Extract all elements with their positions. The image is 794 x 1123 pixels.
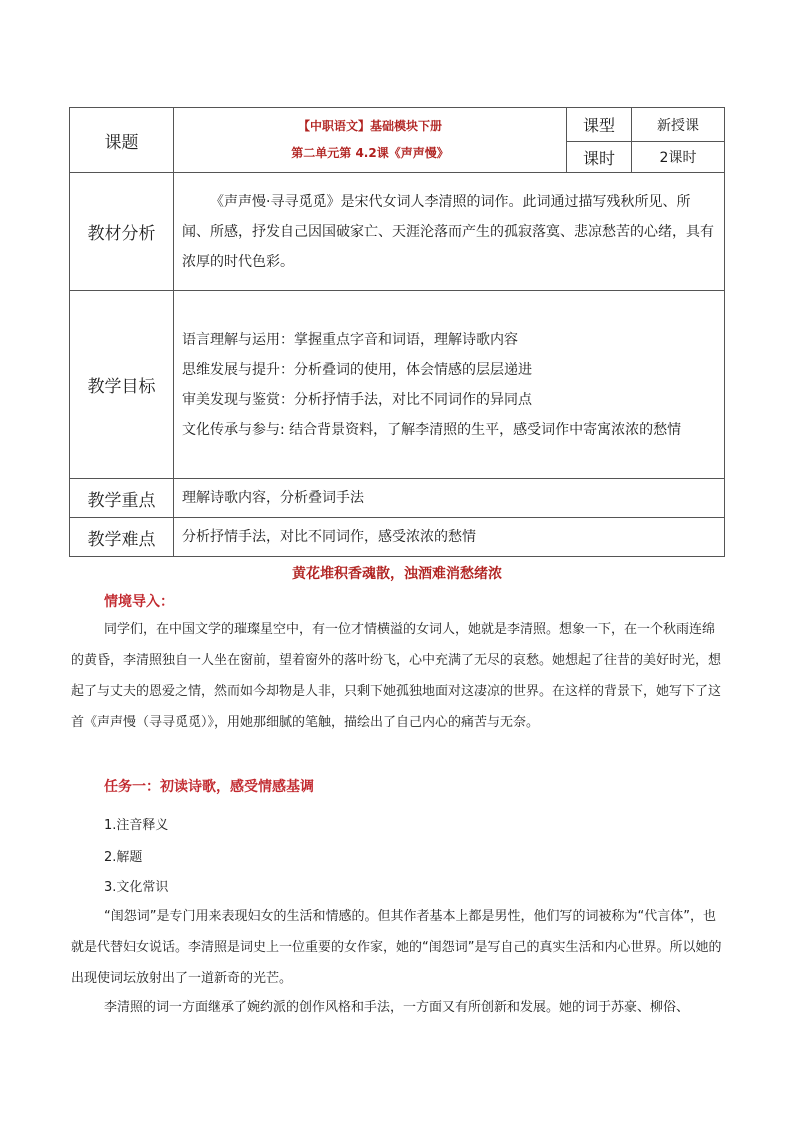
focus-text-cell: 理解诗歌内容，分析叠词手法 — [174, 479, 725, 518]
intro-paragraph: 同学们，在中国文学的璀璨星空中，有一位才情横溢的女词人，她就是李清照。想象一下，在一个秋雨连绵的黄昏，李清照独自一人坐在窗前，望着窗外的落叶纷飞，心中充满了无尽的哀愁。她想起了往昔的美好时光，想起了与丈夫的恩爱之情，然而如今却物是人非，只剩下她孤独地面对这凄凉的世界。在这样的背景下，她写下了这首《声声慢（寻寻觅觅）》，用她那细腻的笔触，描绘出了自己内心的痛苦与无奈。 — [71, 622, 722, 730]
goal-item: 思维发展与提升：分析叠词的使用，体会情感的层层递进 — [182, 361, 532, 378]
focus-label-cell: 教学重点 — [70, 479, 174, 518]
goals-cell — [174, 291, 725, 479]
goal-item: 审美发现与鉴赏：分析抒情手法，对比不同词作的异同点 — [182, 391, 532, 408]
lesson-plan-table — [69, 107, 725, 557]
task1-heading: 任务一：初读诗歌，感受情感基调 — [104, 779, 314, 795]
lesson-title-line1: 【中职语文】基础模块下册 — [297, 119, 442, 133]
analysis-text-cell: 《声声慢·寻寻觅觅》是宋代女词人李清照的词作。此词通过描写残秋所见、所闻、所感，抒发自己因国破家亡、天涯沦落而产生的孤寂落寞、悲凉愁苦的心绪，具有浓厚的时代色彩。 — [174, 173, 725, 291]
task1-item: 1.注音释义 — [104, 818, 169, 833]
analysis-row — [70, 173, 725, 291]
header-row-1 — [70, 108, 725, 142]
hours-label-cell: 课时 — [567, 142, 632, 173]
lesson-title-line2: 第二单元第 4.2课《声声慢》 — [291, 146, 449, 160]
goals-label-cell: 教学目标 — [70, 291, 174, 479]
main-title: 黄花堆积香魂散，浊酒难消愁绪浓 — [292, 566, 502, 582]
task1-item: 3.文化常识 — [104, 880, 169, 895]
intro-heading: 情境导入： — [104, 594, 174, 610]
focus-row — [70, 479, 725, 518]
hours-value-cell: 2课时 — [632, 142, 725, 173]
goal-item: 文化传承与参与: 结合背景资料，了解李清照的生平，感受词作中寄寓浓浓的愁情 — [182, 421, 682, 438]
analysis-label-cell: 教材分析 — [70, 173, 174, 291]
difficulty-label-cell: 教学难点 — [70, 518, 174, 557]
lesson-title-cell — [174, 108, 567, 173]
title-label-cell: 课题 — [70, 108, 174, 173]
culture-paragraph: “闺怨词”是专门用来表现妇女的生活和情感的。但其作者基本上都是男性，他们写的词被称为“代言体”，也就是代替妇女说话。李清照是词史上一位重要的女作家，她的“闺怨词”是写自己的真实生活和内心世界。所以她的出现使词坛放射出了一道新奇的光芒。 — [71, 909, 722, 986]
goal-item: 语言理解与运用：掌握重点字音和词语，理解诗歌内容 — [182, 331, 518, 348]
task1-item: 2.解题 — [104, 850, 143, 865]
goals-row — [70, 291, 725, 479]
type-label-cell: 课型 — [567, 108, 632, 142]
difficulty-text-cell: 分析抒情手法，对比不同词作，感受浓浓的愁情 — [174, 518, 725, 557]
style-paragraph: 李清照的词一方面继承了婉约派的创作风格和手法，一方面又有所创新和发展。她的词于苏豪、柳俗、 — [104, 1000, 690, 1015]
type-value-cell: 新授课 — [632, 108, 725, 142]
difficulty-row — [70, 518, 725, 557]
